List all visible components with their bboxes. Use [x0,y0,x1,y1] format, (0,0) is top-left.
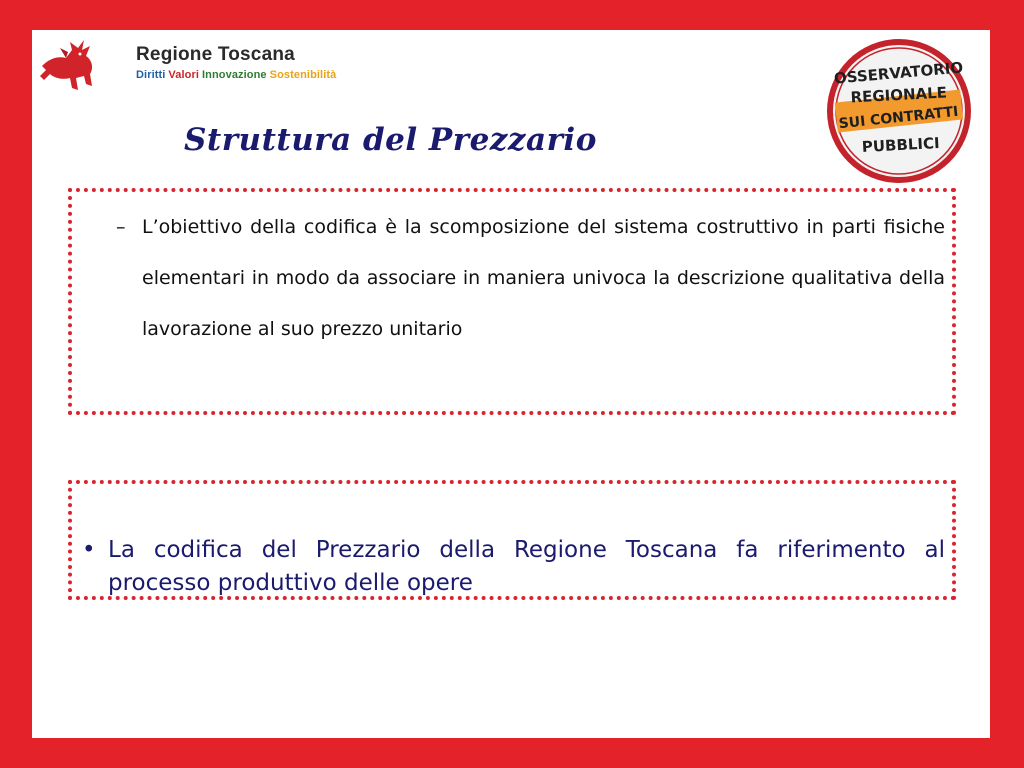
slide-title: Struttura del Prezzario [184,122,597,158]
svg-text:REGIONALE: REGIONALE [850,83,948,107]
sub-list-item [116,202,945,355]
pegasus-logo-icon [36,36,98,94]
bullet-list-item [82,534,945,600]
bullet-item-text: La codifica del Prezzario della Regione Toscana fa riferimento al processo produttivo delle opere [108,537,945,596]
brand-block [136,44,339,84]
tagline-word: Sostenibilità [269,69,337,81]
dash-marker: – [116,216,126,238]
slide [32,30,990,738]
svg-text:PUBBLICI: PUBBLICI [861,133,941,157]
osservatorio-seal-logo [824,36,974,186]
bullet-marker: • [82,537,96,563]
svg-text:OSSERVATORIO: OSSERVATORIO [833,58,964,88]
tagline-word: Valori [168,69,199,81]
svg-text:SUI CONTRATTI: SUI CONTRATTI [838,103,960,133]
brand-tagline [136,66,339,84]
tagline-word: Diritti [136,69,166,81]
brand-name: Regione Toscana [136,44,295,65]
sub-item-text: L’obiettivo della codifica è la scomposizione del sistema costruttivo in parti fisiche elementari in modo da associare in maniera univoca la descrizione qualitativa della lavorazione al suo prezzo unitario [142,216,945,340]
tagline-word: Innovazione [201,69,267,81]
